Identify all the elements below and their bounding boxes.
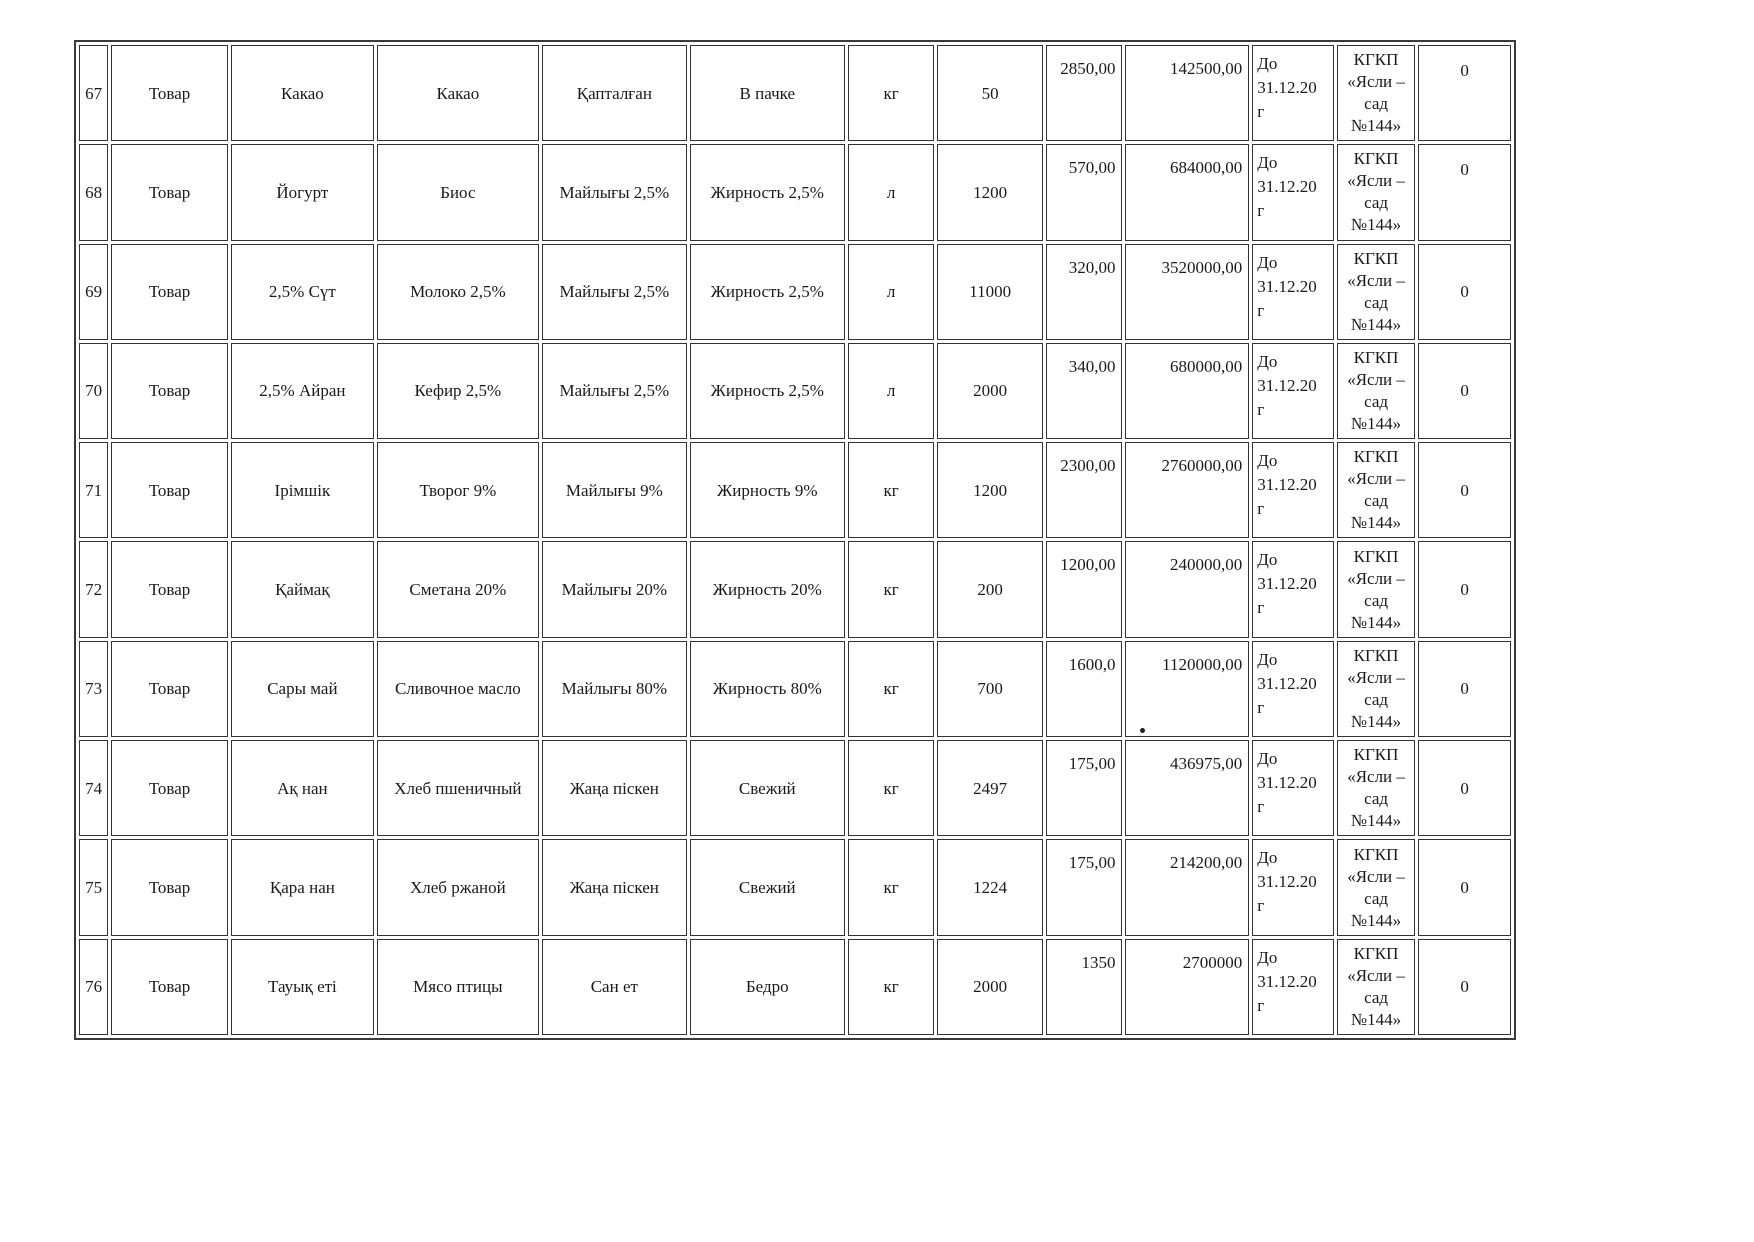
customer-line: КГКП bbox=[1353, 844, 1399, 864]
total-sum-cell: 680000,00 bbox=[1125, 343, 1249, 439]
item-type-cell: Товар bbox=[111, 442, 228, 538]
total-sum-cell: 214200,00 bbox=[1125, 839, 1249, 935]
item-name-kz-cell: Қаймақ bbox=[231, 541, 374, 637]
unit-price-cell: 1200,00 bbox=[1046, 541, 1122, 637]
row-number-cell: 76 bbox=[79, 939, 108, 1035]
item-type-cell: Товар bbox=[111, 45, 228, 141]
quantity-cell: 2497 bbox=[937, 740, 1043, 836]
item-spec-kz-cell: Майлығы 2,5% bbox=[542, 343, 687, 439]
unit-price-cell: 2850,00 bbox=[1046, 45, 1122, 141]
customer-line: «Ясли – bbox=[1347, 469, 1405, 489]
item-spec-kz-cell: Майлығы 2,5% bbox=[542, 244, 687, 340]
unit-cell: кг bbox=[848, 541, 935, 637]
item-spec-ru-cell: Свежий bbox=[690, 740, 845, 836]
item-name-ru-cell: Творог 9% bbox=[377, 442, 539, 538]
deadline-line: г bbox=[1257, 499, 1265, 519]
item-name-kz-cell: Какао bbox=[231, 45, 374, 141]
deadline-line: До bbox=[1257, 451, 1278, 471]
customer-cell bbox=[1337, 939, 1416, 1035]
item-name-ru-cell: Сметана 20% bbox=[377, 541, 539, 637]
total-sum-cell: 2760000,00 bbox=[1125, 442, 1249, 538]
quantity-cell: 2000 bbox=[937, 939, 1043, 1035]
customer-cell bbox=[1337, 541, 1416, 637]
deadline-line: До bbox=[1257, 550, 1278, 570]
deadline-line: г bbox=[1257, 797, 1265, 817]
deadline-line: До bbox=[1257, 153, 1278, 173]
unit-cell: л bbox=[848, 343, 935, 439]
deadline-line: г bbox=[1257, 300, 1265, 320]
deadline-line: г bbox=[1257, 102, 1265, 121]
item-spec-ru-cell: Жирность 80% bbox=[690, 641, 845, 737]
quantity-cell: 2000 bbox=[937, 343, 1043, 439]
item-spec-kz-cell: Жаңа піскен bbox=[542, 839, 687, 935]
item-name-kz-cell: Қара нан bbox=[231, 839, 374, 935]
unit-price-cell: 1600,0 bbox=[1046, 641, 1122, 737]
scan-speck bbox=[1140, 728, 1145, 733]
deadline-line: До bbox=[1257, 54, 1278, 73]
item-spec-ru-cell: Жирность 9% bbox=[690, 442, 845, 538]
total-sum-cell: 684000,00 bbox=[1125, 144, 1249, 240]
customer-line: №144» bbox=[1350, 612, 1402, 632]
deadline-line: г bbox=[1257, 598, 1265, 618]
deadline-cell bbox=[1252, 541, 1334, 637]
deadline-line: До bbox=[1257, 351, 1278, 371]
total-sum-cell: 142500,00 bbox=[1125, 45, 1249, 141]
customer-cell bbox=[1337, 45, 1416, 141]
customer-line: №144» bbox=[1350, 711, 1402, 731]
table-row bbox=[79, 939, 1511, 1035]
item-spec-kz-cell: Майлығы 9% bbox=[542, 442, 687, 538]
deadline-cell bbox=[1252, 939, 1334, 1035]
row-number-cell: 74 bbox=[79, 740, 108, 836]
total-sum-cell: 2700000 bbox=[1125, 939, 1249, 1035]
table-row bbox=[79, 839, 1511, 935]
customer-line: «Ясли – bbox=[1347, 568, 1405, 588]
table-row bbox=[79, 541, 1511, 637]
item-spec-ru-cell: Свежий bbox=[690, 839, 845, 935]
remainder-cell: 0 bbox=[1418, 541, 1511, 637]
row-number-cell: 67 bbox=[79, 45, 108, 141]
customer-line: сад bbox=[1364, 193, 1389, 213]
remainder-cell: 0 bbox=[1418, 144, 1511, 240]
table-row bbox=[79, 45, 1511, 141]
procurement-table bbox=[74, 40, 1516, 1040]
table-body bbox=[79, 45, 1511, 1035]
deadline-cell bbox=[1252, 839, 1334, 935]
row-number-cell: 69 bbox=[79, 244, 108, 340]
customer-line: №144» bbox=[1350, 1009, 1402, 1029]
table-row bbox=[79, 641, 1511, 737]
customer-line: №144» bbox=[1350, 811, 1402, 831]
unit-cell: кг bbox=[848, 641, 935, 737]
deadline-line: г bbox=[1257, 201, 1265, 221]
unit-price-cell: 175,00 bbox=[1046, 839, 1122, 935]
customer-line: №144» bbox=[1350, 910, 1402, 930]
item-name-ru-cell: Хлеб пшеничный bbox=[377, 740, 539, 836]
row-number-cell: 68 bbox=[79, 144, 108, 240]
unit-cell: кг bbox=[848, 939, 935, 1035]
deadline-line: 31.12.20 bbox=[1257, 375, 1317, 395]
item-spec-kz-cell: Майлығы 80% bbox=[542, 641, 687, 737]
quantity-cell: 1224 bbox=[937, 839, 1043, 935]
deadline-cell bbox=[1252, 144, 1334, 240]
deadline-line: 31.12.20 bbox=[1257, 673, 1317, 693]
row-number-cell: 73 bbox=[79, 641, 108, 737]
table-row bbox=[79, 442, 1511, 538]
deadline-line: г bbox=[1257, 399, 1265, 419]
item-name-ru-cell: Кефир 2,5% bbox=[377, 343, 539, 439]
customer-line: КГКП bbox=[1353, 50, 1399, 70]
total-sum-cell: 436975,00 bbox=[1125, 740, 1249, 836]
deadline-line: г bbox=[1257, 995, 1265, 1015]
unit-cell: л bbox=[848, 244, 935, 340]
item-name-ru-cell: Биос bbox=[377, 144, 539, 240]
unit-cell: кг bbox=[848, 740, 935, 836]
customer-line: «Ясли – bbox=[1347, 270, 1405, 290]
deadline-cell bbox=[1252, 244, 1334, 340]
remainder-cell: 0 bbox=[1418, 641, 1511, 737]
table-row bbox=[79, 740, 1511, 836]
customer-line: №144» bbox=[1350, 513, 1402, 533]
item-name-ru-cell: Мясо птицы bbox=[377, 939, 539, 1035]
item-name-kz-cell: Ақ нан bbox=[231, 740, 374, 836]
item-name-ru-cell: Какао bbox=[377, 45, 539, 141]
total-sum-cell: 240000,00 bbox=[1125, 541, 1249, 637]
deadline-line: До bbox=[1257, 252, 1278, 272]
item-spec-kz-cell: Жаңа піскен bbox=[542, 740, 687, 836]
customer-line: сад bbox=[1364, 392, 1389, 412]
item-spec-ru-cell: В пачке bbox=[690, 45, 845, 141]
customer-line: сад bbox=[1364, 789, 1389, 809]
quantity-cell: 1200 bbox=[937, 442, 1043, 538]
unit-price-cell: 175,00 bbox=[1046, 740, 1122, 836]
item-spec-kz-cell: Майлығы 2,5% bbox=[542, 144, 687, 240]
customer-line: сад bbox=[1364, 94, 1389, 114]
remainder-cell: 0 bbox=[1418, 939, 1511, 1035]
customer-cell bbox=[1337, 343, 1416, 439]
item-spec-ru-cell: Жирность 2,5% bbox=[690, 244, 845, 340]
deadline-cell bbox=[1252, 343, 1334, 439]
deadline-line: г bbox=[1257, 896, 1265, 916]
row-number-cell: 70 bbox=[79, 343, 108, 439]
table-row bbox=[79, 144, 1511, 240]
quantity-cell: 50 bbox=[937, 45, 1043, 141]
deadline-line: 31.12.20 bbox=[1257, 177, 1317, 197]
customer-line: сад bbox=[1364, 590, 1389, 610]
item-spec-ru-cell: Жирность 2,5% bbox=[690, 144, 845, 240]
table-row bbox=[79, 343, 1511, 439]
deadline-line: 31.12.20 bbox=[1257, 574, 1317, 594]
item-type-cell: Товар bbox=[111, 343, 228, 439]
item-type-cell: Товар bbox=[111, 244, 228, 340]
item-spec-kz-cell: Сан ет bbox=[542, 939, 687, 1035]
unit-cell: кг bbox=[848, 839, 935, 935]
item-name-ru-cell: Сливочное масло bbox=[377, 641, 539, 737]
customer-line: КГКП bbox=[1353, 745, 1399, 765]
deadline-line: 31.12.20 bbox=[1257, 475, 1317, 495]
deadline-line: 31.12.20 bbox=[1257, 971, 1317, 991]
unit-price-cell: 320,00 bbox=[1046, 244, 1122, 340]
customer-line: «Ясли – bbox=[1347, 667, 1405, 687]
deadline-line: 31.12.20 bbox=[1257, 276, 1317, 296]
deadline-line: 31.12.20 bbox=[1257, 78, 1317, 97]
customer-line: №144» bbox=[1350, 414, 1402, 434]
deadline-cell bbox=[1252, 45, 1334, 141]
item-type-cell: Товар bbox=[111, 641, 228, 737]
customer-line: «Ясли – bbox=[1347, 965, 1405, 985]
item-type-cell: Товар bbox=[111, 740, 228, 836]
customer-cell bbox=[1337, 442, 1416, 538]
unit-cell: кг bbox=[848, 442, 935, 538]
quantity-cell: 1200 bbox=[937, 144, 1043, 240]
item-name-kz-cell: 2,5% Айран bbox=[231, 343, 374, 439]
item-name-kz-cell: 2,5% Сүт bbox=[231, 244, 374, 340]
customer-line: №144» bbox=[1350, 116, 1402, 136]
remainder-cell: 0 bbox=[1418, 343, 1511, 439]
deadline-line: До bbox=[1257, 848, 1278, 868]
customer-line: КГКП bbox=[1353, 149, 1399, 169]
customer-line: №144» bbox=[1350, 314, 1402, 334]
deadline-line: 31.12.20 bbox=[1257, 773, 1317, 793]
item-type-cell: Товар bbox=[111, 144, 228, 240]
unit-price-cell: 570,00 bbox=[1046, 144, 1122, 240]
unit-price-cell: 2300,00 bbox=[1046, 442, 1122, 538]
item-spec-kz-cell: Майлығы 20% bbox=[542, 541, 687, 637]
row-number-cell: 72 bbox=[79, 541, 108, 637]
deadline-line: 31.12.20 bbox=[1257, 872, 1317, 892]
item-type-cell: Товар bbox=[111, 839, 228, 935]
item-name-kz-cell: Тауық еті bbox=[231, 939, 374, 1035]
item-name-ru-cell: Хлеб ржаной bbox=[377, 839, 539, 935]
customer-line: КГКП bbox=[1353, 348, 1399, 368]
deadline-cell bbox=[1252, 641, 1334, 737]
customer-line: КГКП bbox=[1353, 546, 1399, 566]
deadline-line: До bbox=[1257, 947, 1278, 967]
customer-cell bbox=[1337, 244, 1416, 340]
remainder-cell: 0 bbox=[1418, 45, 1511, 141]
customer-line: «Ясли – bbox=[1347, 767, 1405, 787]
unit-cell: кг bbox=[848, 45, 935, 141]
unit-price-cell: 1350 bbox=[1046, 939, 1122, 1035]
item-spec-ru-cell: Жирность 20% bbox=[690, 541, 845, 637]
item-spec-kz-cell: Қапталған bbox=[542, 45, 687, 141]
total-sum-cell: 1120000,00 bbox=[1125, 641, 1249, 737]
deadline-cell bbox=[1252, 740, 1334, 836]
customer-cell bbox=[1337, 740, 1416, 836]
item-spec-ru-cell: Жирность 2,5% bbox=[690, 343, 845, 439]
item-name-kz-cell: Йогурт bbox=[231, 144, 374, 240]
customer-line: КГКП bbox=[1353, 943, 1399, 963]
total-sum-cell: 3520000,00 bbox=[1125, 244, 1249, 340]
customer-line: сад bbox=[1364, 987, 1389, 1007]
customer-line: «Ясли – bbox=[1347, 370, 1405, 390]
quantity-cell: 200 bbox=[937, 541, 1043, 637]
item-type-cell: Товар bbox=[111, 541, 228, 637]
customer-line: КГКП bbox=[1353, 447, 1399, 467]
customer-line: сад bbox=[1364, 292, 1389, 312]
deadline-line: До bbox=[1257, 749, 1278, 769]
customer-cell bbox=[1337, 839, 1416, 935]
quantity-cell: 700 bbox=[937, 641, 1043, 737]
row-number-cell: 75 bbox=[79, 839, 108, 935]
item-spec-ru-cell: Бедро bbox=[690, 939, 845, 1035]
item-name-kz-cell: Сары май bbox=[231, 641, 374, 737]
customer-cell bbox=[1337, 144, 1416, 240]
item-name-ru-cell: Молоко 2,5% bbox=[377, 244, 539, 340]
customer-cell bbox=[1337, 641, 1416, 737]
customer-line: сад bbox=[1364, 491, 1389, 511]
item-name-kz-cell: Ірімшік bbox=[231, 442, 374, 538]
remainder-cell: 0 bbox=[1418, 740, 1511, 836]
customer-line: «Ясли – bbox=[1347, 171, 1405, 191]
table-row bbox=[79, 244, 1511, 340]
customer-line: сад bbox=[1364, 888, 1389, 908]
item-type-cell: Товар bbox=[111, 939, 228, 1035]
customer-line: КГКП bbox=[1353, 248, 1399, 268]
remainder-cell: 0 bbox=[1418, 839, 1511, 935]
deadline-line: г bbox=[1257, 697, 1265, 717]
remainder-cell: 0 bbox=[1418, 442, 1511, 538]
customer-line: «Ясли – bbox=[1347, 866, 1405, 886]
customer-line: «Ясли – bbox=[1347, 72, 1405, 92]
row-number-cell: 71 bbox=[79, 442, 108, 538]
unit-cell: л bbox=[848, 144, 935, 240]
deadline-cell bbox=[1252, 442, 1334, 538]
customer-line: КГКП bbox=[1353, 645, 1399, 665]
deadline-line: До bbox=[1257, 649, 1278, 669]
customer-line: №144» bbox=[1350, 215, 1402, 235]
quantity-cell: 11000 bbox=[937, 244, 1043, 340]
remainder-cell: 0 bbox=[1418, 244, 1511, 340]
customer-line: сад bbox=[1364, 689, 1389, 709]
unit-price-cell: 340,00 bbox=[1046, 343, 1122, 439]
